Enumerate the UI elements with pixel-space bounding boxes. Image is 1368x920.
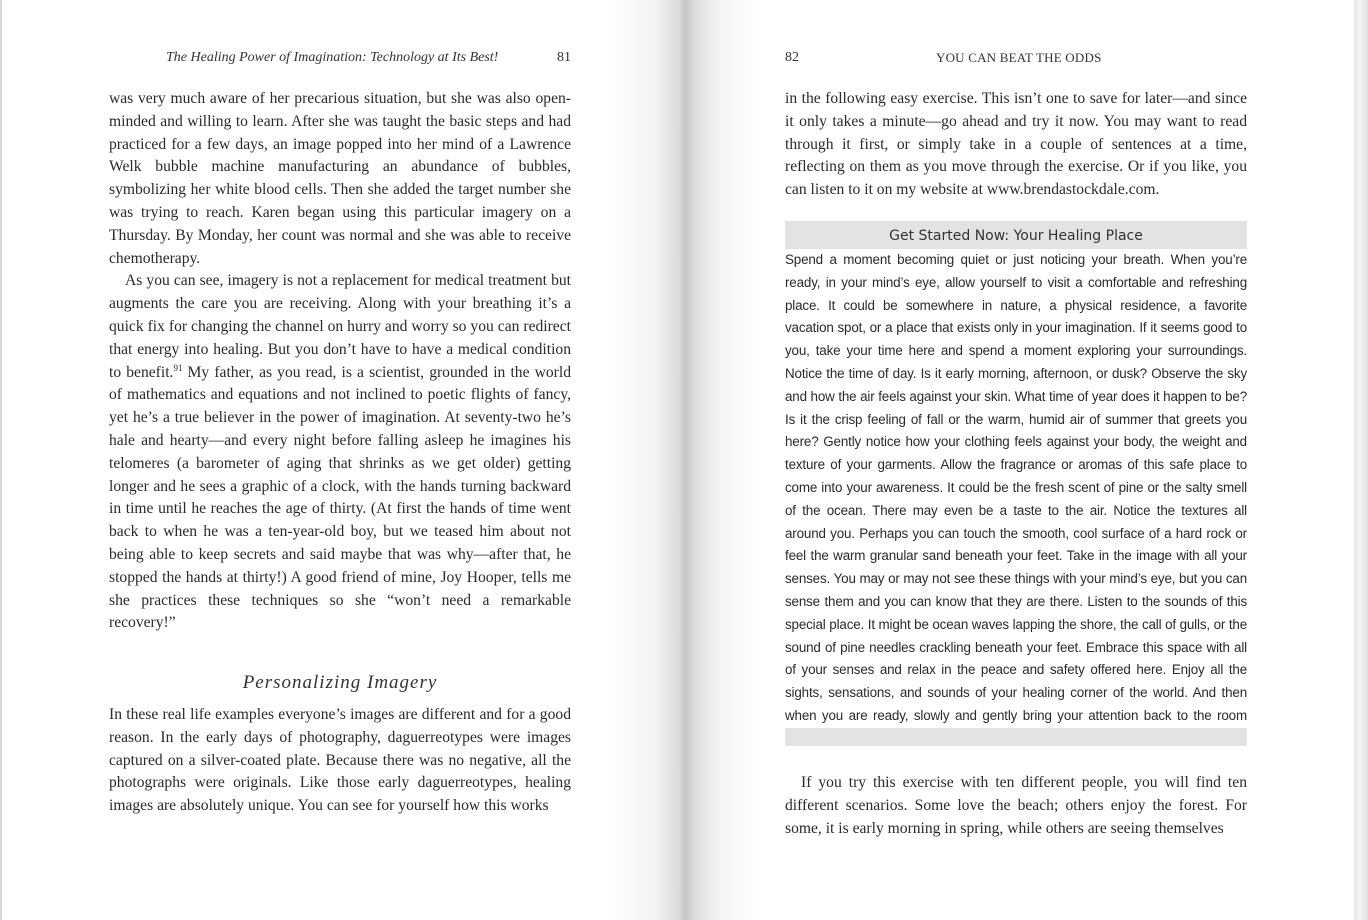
left-page-number: 81: [557, 50, 571, 65]
left-paragraph-2-part-b: My father, as you read, is a scientist, grounded in the world of mathematics and equations and not inclined to poetic flights of fancy, yet he’s a true believer in the power of imagination. At seventy-two he’s hale and hearty—and every night before falling asleep he imagines his telomeres (a barometer of aging that shrinks as we get older) getting longer and he sees a graphic of a clock, with the hands turning backward in time until he reaches the age of thirty. (At first the hands of time went back to when he was a ten-year-old boy, but we teased him about not being able to keep secrets and said maybe that was why—after that, he stopped the hands at thirty!) A good friend of mine, Joy Hooper, tells me she practices these techniques so she “won’t need a remarkable recovery!”: [109, 363, 571, 632]
left-paragraph-2: [109, 270, 571, 635]
exercise-box-text: Spend a moment becoming quiet or just noticing your breath. When you’re ready, in your mind’s eye, allow yourself to visit a comfortable and refreshing place. It could be somewhere in nature, a physical residence, a favorite vacation spot, or a place that exists only in your imagination. If it seems good to you, take your time here and spend a moment exploring your surroundings. Notice the time of day. Is it early morning, afternoon, or dusk? Observe the sky and how the air feels against your skin. What time of year does it happen to be? Is it the crisp feeling of fall or the warm, humid air of summer that greets you here? Gently notice how your clothing feels against your body, the weight and texture of your garments. Allow the fragrance or aromas of this safe place to come into your awareness. It could be the fresh scent of pine or the salty smell of the ocean. There may even be a taste to the air. Notice the textures all around you. Perhaps you can touch the smooth, cool surface of a hard rock or feel the warm granular sand beneath your feet. Take in the image with all your senses. You may or may not see these things with your mind’s eye, but you can sense them and you can know that they are there. Listen to the sounds of this special place. It might be ocean waves lapping the shore, the call of gulls, or the sound of pine needles crackling beneath your feet. Embrace this space with all of your senses and relax in the peace and safety offered here. Enjoy all the sights, sensations, and sounds of your healing corner of the world. And then when you are ready, slowly and gently bring your attention back to the room: [785, 252, 1247, 723]
right-page-number: 82: [785, 50, 799, 65]
right-body-text-2: [785, 772, 1247, 840]
exercise-box-footer-bar: [785, 728, 1247, 746]
right-paragraph-2: If you try this exercise with ten different people, you will find ten different scenarios. Some love the beach; others enjoy the forest. For some, it is early morning in spring, while others are seeing themselves: [785, 774, 1247, 837]
left-paragraph-3: In these real life examples everyone’s images are different and for a good reason. In the early days of photography, daguerreotypes were images captured on a silver-coated plate. Because there was no negative, all the photographs were originals. Like those early daguerreotypes, healing images are absolutely unique. You can see for yourself how this works: [109, 706, 571, 815]
left-paragraph-1: was very much aware of her precarious situation, but she was also open-minded and willing to learn. After she was taught the basic steps and had practiced for a few days, an image popped into her mind of a Lawrence Welk bubble machine manufacturing an abundance of bubbles, symbolizing her white blood cells. Then she added the target number she was trying to reach. Karen began using this particular imagery on a Thursday. By Monday, her count was normal and she was able to receive chemotherapy.: [109, 90, 571, 267]
right-page-edge: [1354, 0, 1368, 920]
left-running-title: The Healing Power of Imagination: Technology at Its Best!: [166, 50, 499, 65]
right-running-title: YOU CAN BEAT THE ODDS: [936, 50, 1102, 65]
left-page-edge: [0, 0, 2, 920]
right-page[interactable]: [684, 0, 1368, 920]
exercise-box-title: Get Started Now: Your Healing Place: [785, 221, 1247, 249]
right-paragraph-1: in the following easy exercise. This isn’t one to save for later—and since it only takes a minute—go ahead and try it now. You may want to read through it first, or simply take in a couple of sentences at a time, reflecting on them as you move through the exercise. Or if you like, you can listen to it on my website at www.brendastockdale.com.: [785, 90, 1247, 199]
footnote-reference[interactable]: 91: [173, 362, 183, 373]
right-body-text: [785, 88, 1247, 202]
left-body-text-2: [109, 704, 571, 818]
left-paragraph-2-part-a: As you can see, imagery is not a replacement for medical treatment but augments the care you are receiving. Along with your breathing it’s a quick fix for changing the channel on hurry and worry so you can redirect that energy into healing. But you don’t have to have a medical condition to benefit.: [109, 272, 571, 381]
left-body-text: [109, 88, 571, 635]
section-heading: Personalizing Imagery: [242, 672, 438, 693]
